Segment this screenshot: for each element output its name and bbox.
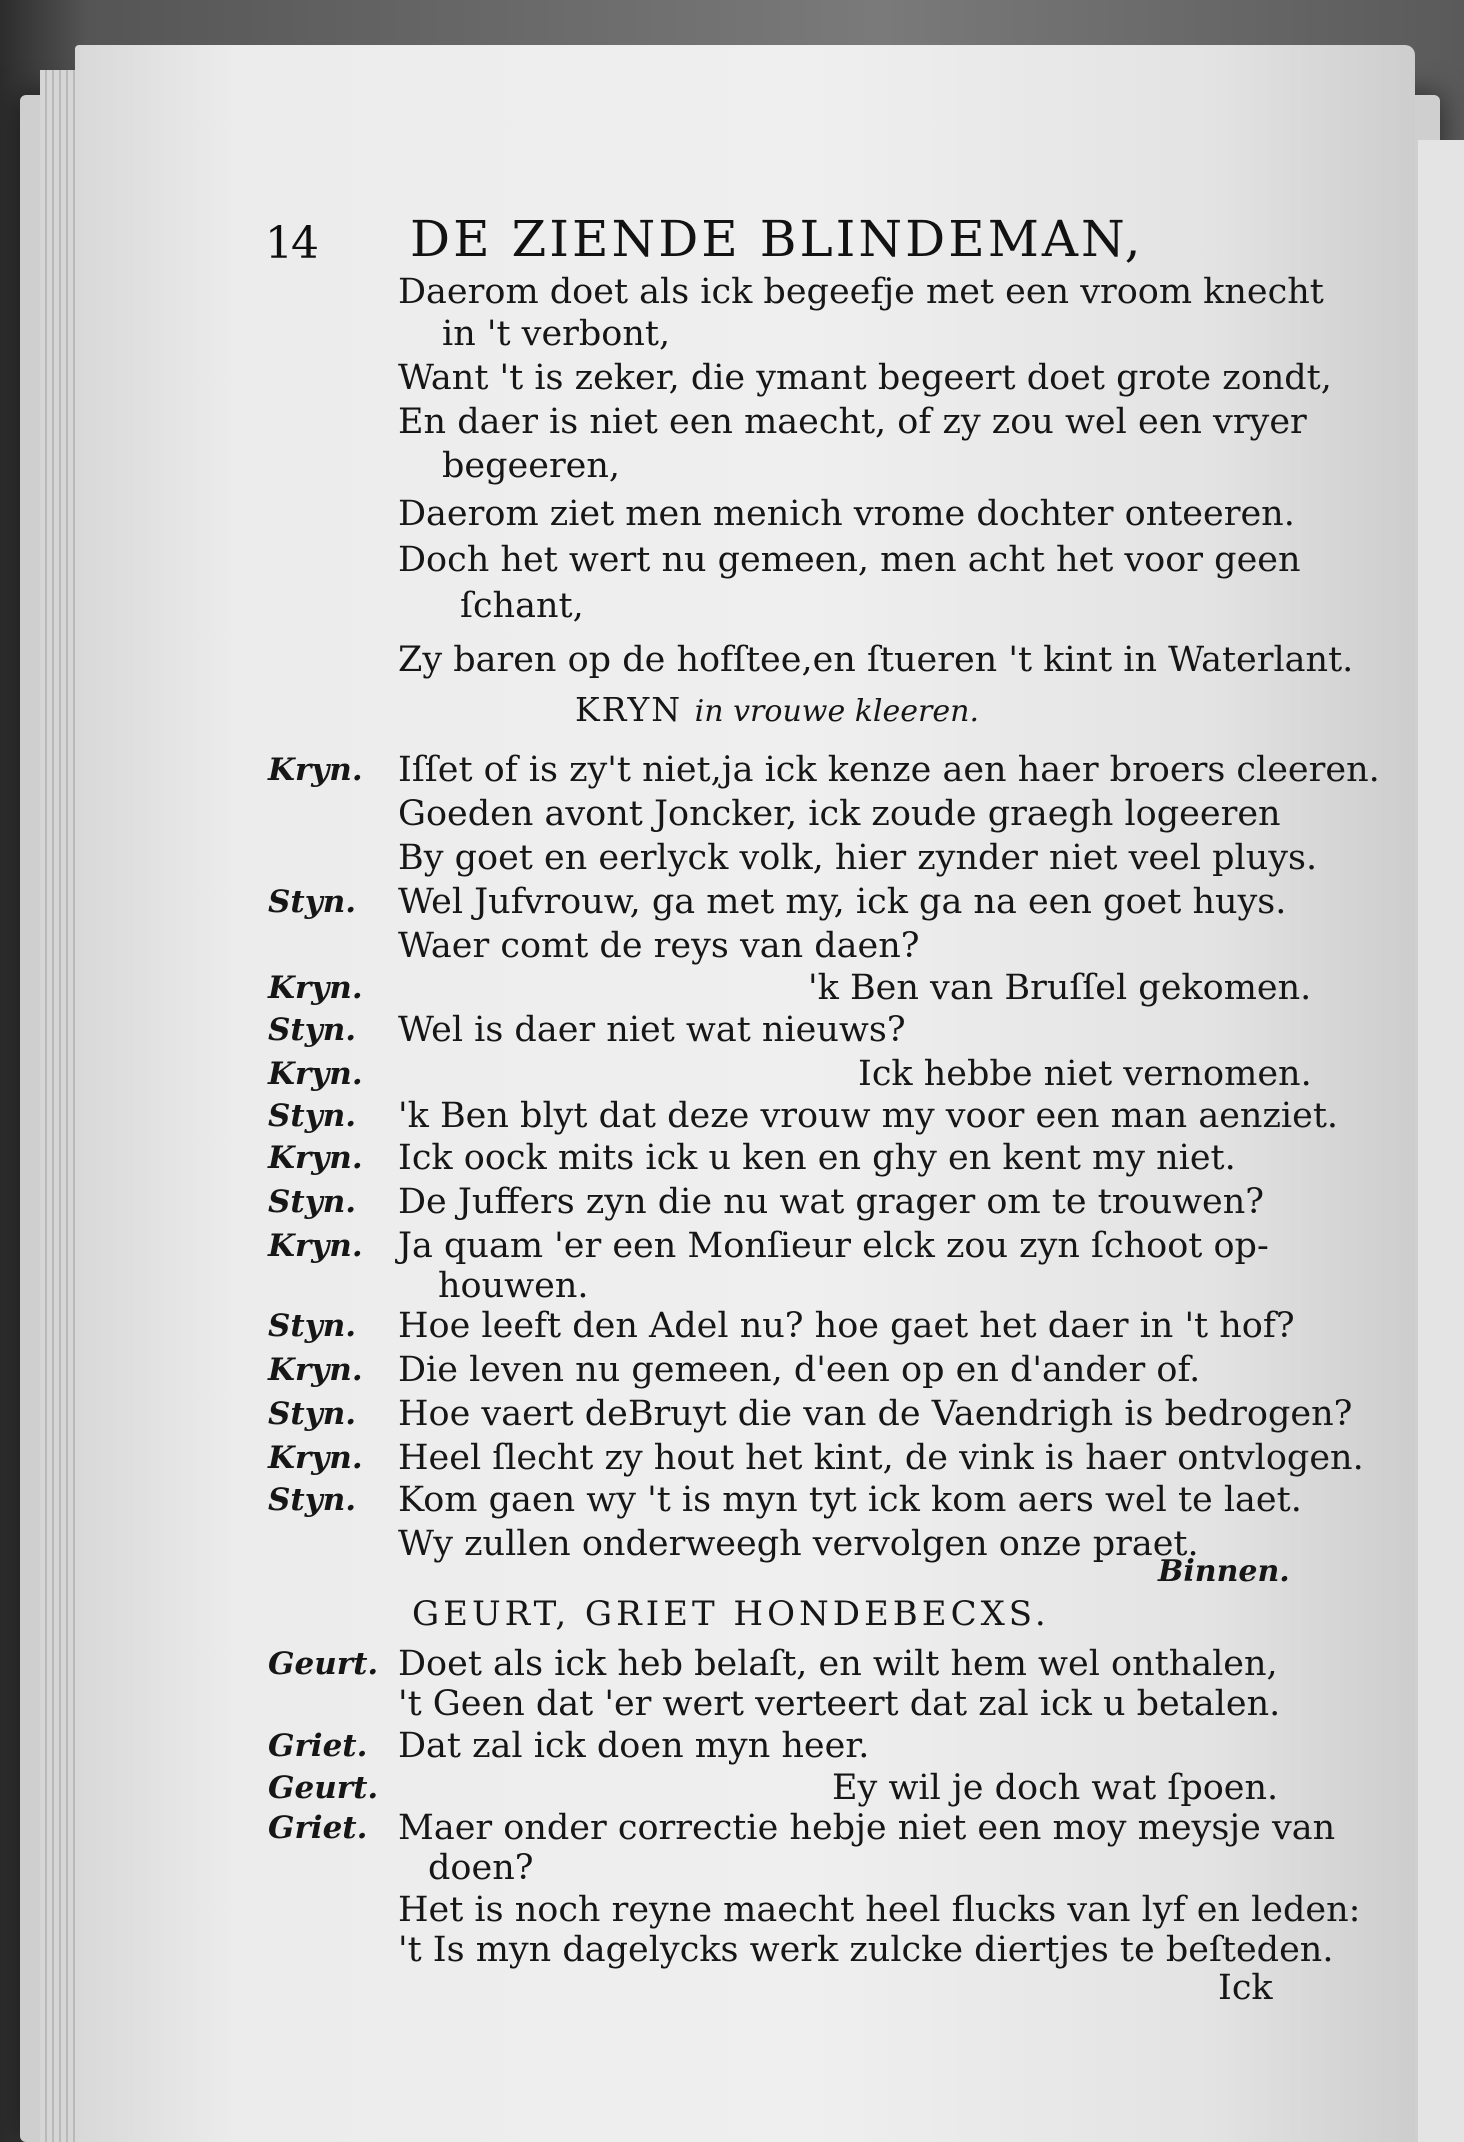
verse-line: Ick oock mits ick u ken en ghy en kent my niet.: [398, 1138, 1236, 1178]
speaker-label: Kryn.: [268, 1440, 363, 1476]
verse-line: Ey wil je doch wat ſpoen.: [832, 1768, 1279, 1808]
scene-heading: GEURT, GRIET HONDEBECXS.: [412, 1594, 1050, 1634]
verse-line: Heel ſlecht zy hout het kint, de vink is haer ontvlogen.: [398, 1438, 1364, 1478]
speaker-label: Geurt.: [268, 1770, 379, 1806]
stage-direction: [575, 690, 979, 732]
verse-line: Goeden avont Joncker, ick zoude graegh logeeren: [398, 794, 1281, 834]
verse-line: Maer onder correctie hebje niet een moy meysje van: [398, 1808, 1336, 1848]
verse-line: Wel Jufvrouw, ga met my, ick ga na een goet huys.: [398, 882, 1287, 922]
speaker-label: Geurt.: [268, 1646, 379, 1682]
verse-line: ſchant,: [460, 586, 584, 626]
verse-line: De Juffers zyn die nu wat grager om te trouwen?: [398, 1182, 1265, 1222]
speaker-label: Griet.: [268, 1810, 368, 1846]
stage-character: KRYN: [575, 690, 683, 729]
speaker-label: Kryn.: [268, 1056, 363, 1092]
speaker-label: Styn.: [268, 1308, 357, 1344]
verse-line: Hoe vaert deBruyt die van de Vaendrigh is bedrogen?: [398, 1394, 1353, 1434]
speaker-label: Kryn.: [268, 752, 363, 788]
verse-line: Kom gaen wy 't is myn tyt ick kom aers wel te laet.: [398, 1480, 1302, 1520]
verse-line: Dat zal ick doen myn heer.: [398, 1726, 870, 1766]
stage-note: in vrouwe kleeren.: [694, 694, 979, 729]
speaker-label: Styn.: [268, 1184, 357, 1220]
verse-line: Iſſet of is zy't niet,ja ick kenze aen haer broers cleeren.: [398, 750, 1380, 790]
verse-line: Doch het wert nu gemeen, men acht het voor geen: [398, 540, 1301, 580]
verse-line: Daerom doet als ick begeefje met een vroom knecht: [398, 272, 1324, 312]
verse-line: Wel is daer niet wat nieuws?: [398, 1010, 906, 1050]
verse-line: Doet als ick heb belaſt, en wilt hem wel onthalen,: [398, 1644, 1278, 1684]
verse-line: Waer comt de reys van daen?: [398, 926, 920, 966]
speaker-label: Styn.: [268, 1012, 357, 1048]
verse-line: houwen.: [438, 1266, 589, 1306]
speaker-label: Kryn.: [268, 1352, 363, 1388]
catchword: Ick: [1218, 1968, 1273, 2008]
verse-line: 'k Ben blyt dat deze vrouw my voor een man aenziet.: [398, 1096, 1339, 1136]
verse-line: doen?: [428, 1848, 534, 1888]
verse-line: in 't verbont,: [442, 314, 671, 354]
verse-line: begeeren,: [442, 446, 621, 486]
page-number: 14: [265, 218, 317, 269]
verse-line: 't Is myn dagelycks werk zulcke diertjes te beſteden.: [398, 1930, 1334, 1970]
exit-direction: Binnen.: [1158, 1554, 1290, 1589]
speaker-label: Styn.: [268, 1098, 357, 1134]
verse-line: Hoe leeft den Adel nu? hoe gaet het daer in 't hof?: [398, 1306, 1295, 1346]
verse-line: Ja quam 'er een Monſieur elck zou zyn ſchoot op-: [398, 1226, 1269, 1266]
speaker-label: Styn.: [268, 884, 357, 920]
verse-line: Daerom ziet men menich vrome dochter onteeren.: [398, 494, 1295, 534]
verse-line: En daer is niet een maecht, of zy zou wel een vryer: [398, 402, 1307, 442]
verse-line: 'k Ben van Bruſſel gekomen.: [808, 968, 1312, 1008]
verse-line: Ick hebbe niet vernomen.: [858, 1054, 1312, 1094]
speaker-label: Kryn.: [268, 1228, 363, 1264]
verse-line: 't Geen dat 'er wert verteert dat zal ick u betalen.: [398, 1684, 1281, 1724]
speaker-label: Styn.: [268, 1396, 357, 1432]
speaker-label: Kryn.: [268, 970, 363, 1006]
running-title: DE ZIENDE BLINDEMAN,: [410, 210, 1144, 268]
speaker-label: Kryn.: [268, 1140, 363, 1176]
verse-line: Wy zullen onderweegh vervolgen onze praet.: [398, 1524, 1199, 1564]
verse-line: By goet en eerlyck volk, hier zynder niet veel pluys.: [398, 838, 1318, 878]
verse-line: Het is noch reyne maecht heel flucks van lyf en leden:: [398, 1890, 1361, 1930]
verse-line: Zy baren op de hofſtee,en ſtueren 't kint in Waterlant.: [398, 640, 1354, 680]
verse-line: Want 't is zeker, die ymant begeert doet grote zondt,: [398, 358, 1332, 398]
speaker-label: Griet.: [268, 1728, 368, 1764]
speaker-label: Styn.: [268, 1482, 357, 1518]
verse-line: Die leven nu gemeen, d'een op en d'ander of.: [398, 1350, 1201, 1390]
